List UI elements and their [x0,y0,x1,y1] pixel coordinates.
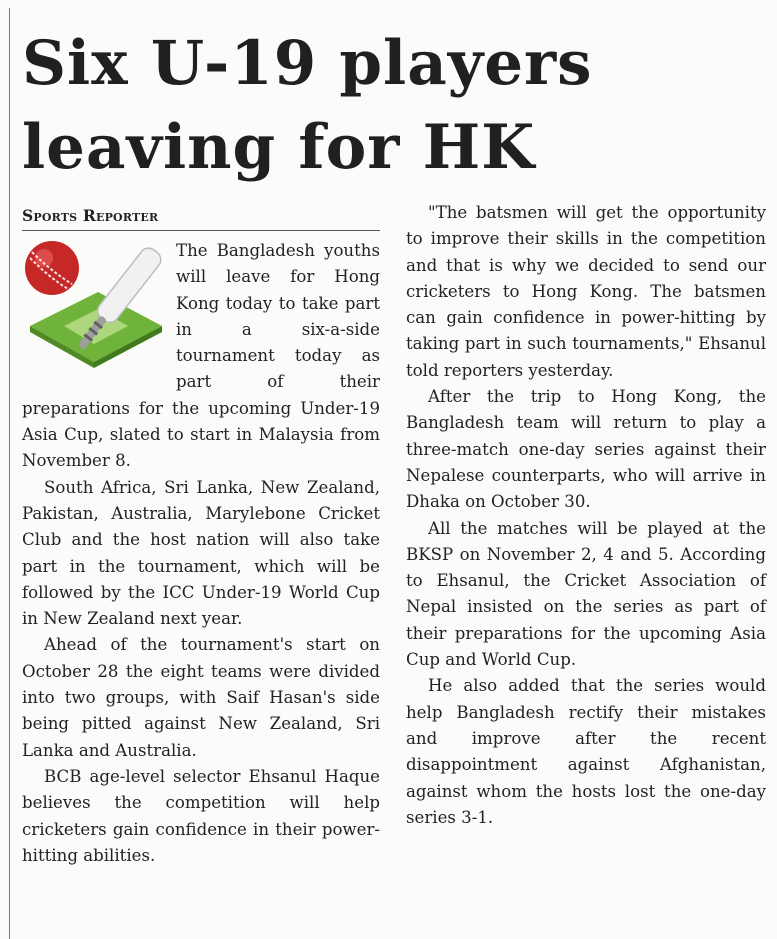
paragraph: Ahead of the tournament's start on October 28 the eight teams were divided into two groups, with Saif Hasan's side being pitted against New Zealand, Sri Lanka and Australia. [22,635,380,760]
paragraph: "The batsmen will get the opportunity to improve their skills in the competition and that is why we decided to send our cricketers to Hong Kong. The batsmen can gain confidence in power-hitting by taking part in such tournaments," Ehsanul told reporters yesterday. [406,203,766,380]
paragraph: He also added that the series would help Bangladesh rectify their mistakes and improve after the recent disappointment against Afghanistan, against whom the hosts lost the one-day series 3-1. [406,676,766,827]
paragraph: BCB age-level selector Ehsanul Haque believes the competition will help cricketers gain confidence in their power-hitting abilities. [22,766,380,865]
paragraph: South Africa, Sri Lanka, New Zealand, Pakistan, Australia, Marylebone Cricket Club and the host nation will also take part in the tournament, which will be followed by the ICC Under-19 World Cup in New Zealand next year. [22,477,380,629]
paragraph: The Bangladesh youths will leave for Hong Kong today to take part in a six-a-side tournament today as part of their preparations for the upcoming Under-19 Asia Cup, slated to start in Malaysia from November 8. [22,241,380,471]
article-column-1 [22,206,380,869]
byline: Sports Reporter [22,206,380,231]
paragraph: All the matches will be played at the BKSP on November 2, 4 and 5. According to Ehsanul, the Cricket Association of Nepal insisted on the series as part of their preparations for the upcoming Asia Cup and World Cup. [406,518,766,670]
headline-line-1: Six U-19 players [22,28,593,99]
headline-line-2: leaving for HK [22,112,536,183]
column-rule [9,8,10,939]
article-column-2 [406,200,766,831]
headline [22,22,762,190]
cricket-bat-ball-pitch-icon [20,238,170,370]
paragraph: After the trip to Hong Kong, the Bangladesh team will return to play a three-match one-day series against their Nepalese counterparts, who will arrive in Dhaka on October 30. [406,387,766,512]
